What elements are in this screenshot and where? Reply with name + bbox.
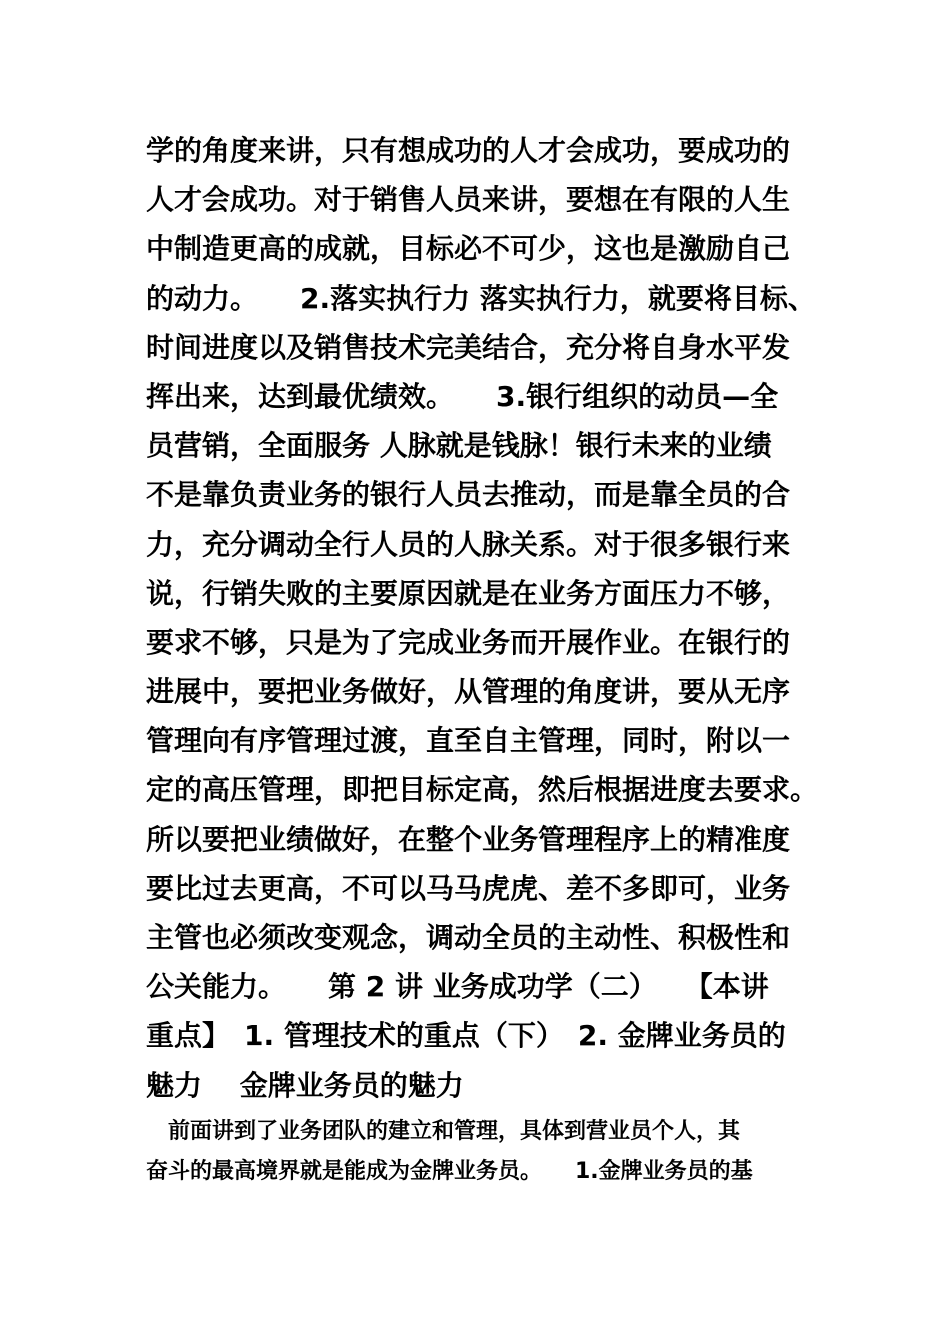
text-line: 要比过去更高，不可以马马虎虎、差不多即可，业务 [146, 871, 791, 905]
text-line: 人才会成功。对于销售人员来讲，要想在有限的人生 [146, 183, 791, 217]
text-line: 所以要把业绩做好，在整个业务管理程序上的精准度 [146, 822, 791, 856]
text-line: 公关能力。 第 2 讲 业务成功学（二） 【本讲 [146, 970, 769, 1004]
text-line: 的动力。 2.落实执行力 落实执行力，就要将目标、 [146, 281, 816, 315]
text-line: 中制造更高的成就，目标必不可少，这也是激励自己 [146, 232, 791, 266]
text-line: 魅力 金牌业务员的魅力 [146, 1068, 464, 1102]
text-line: 力，充分调动全行人员的人脉关系。对于很多银行来 [146, 527, 791, 561]
text-line: 主管也必须改变观念，调动全员的主动性、积极性和 [146, 921, 791, 954]
text-line: 员营销，全面服务 人脉就是钱脉！银行未来的业绩 [146, 429, 772, 463]
text-line: 定的高压管理，即把目标定高，然后根据进度去要求。 [146, 773, 819, 807]
text-line: 进展中，要把业务做好，从管理的角度讲，要从无序 [146, 675, 791, 709]
text-line: 要求不够，只是为了完成业务而开展作业。在银行的 [146, 625, 791, 659]
text-line: 前面讲到了业务团队的建立和管理，具体到营业员个人，其 [146, 1119, 741, 1144]
text-line: 挥出来，达到最优绩效。 3.银行组织的动员—全 [146, 379, 779, 413]
text-line: 奋斗的最高境界就是能成为金牌业务员。 1.金牌业务员的基 [146, 1159, 753, 1184]
text-line: 学的角度来讲，只有想成功的人才会成功，要成功的 [146, 134, 791, 167]
text-line: 重点】 1. 管理技术的重点（下） 2. 金牌业务员的 [146, 1019, 786, 1053]
body-paragraph [146, 126, 846, 1110]
text-line: 说，行销失败的主要原因就是在业务方面压力不够， [146, 576, 791, 610]
text-line: 不是靠负责业务的银行人员去推动，而是靠全员的合 [146, 478, 791, 512]
continuation-paragraph [146, 1112, 846, 1192]
text-line: 管理向有序管理过渡，直至自主管理，同时，附以一 [146, 724, 791, 758]
text-line: 时间进度以及销售技术完美结合，充分将自身水平发 [146, 330, 791, 364]
